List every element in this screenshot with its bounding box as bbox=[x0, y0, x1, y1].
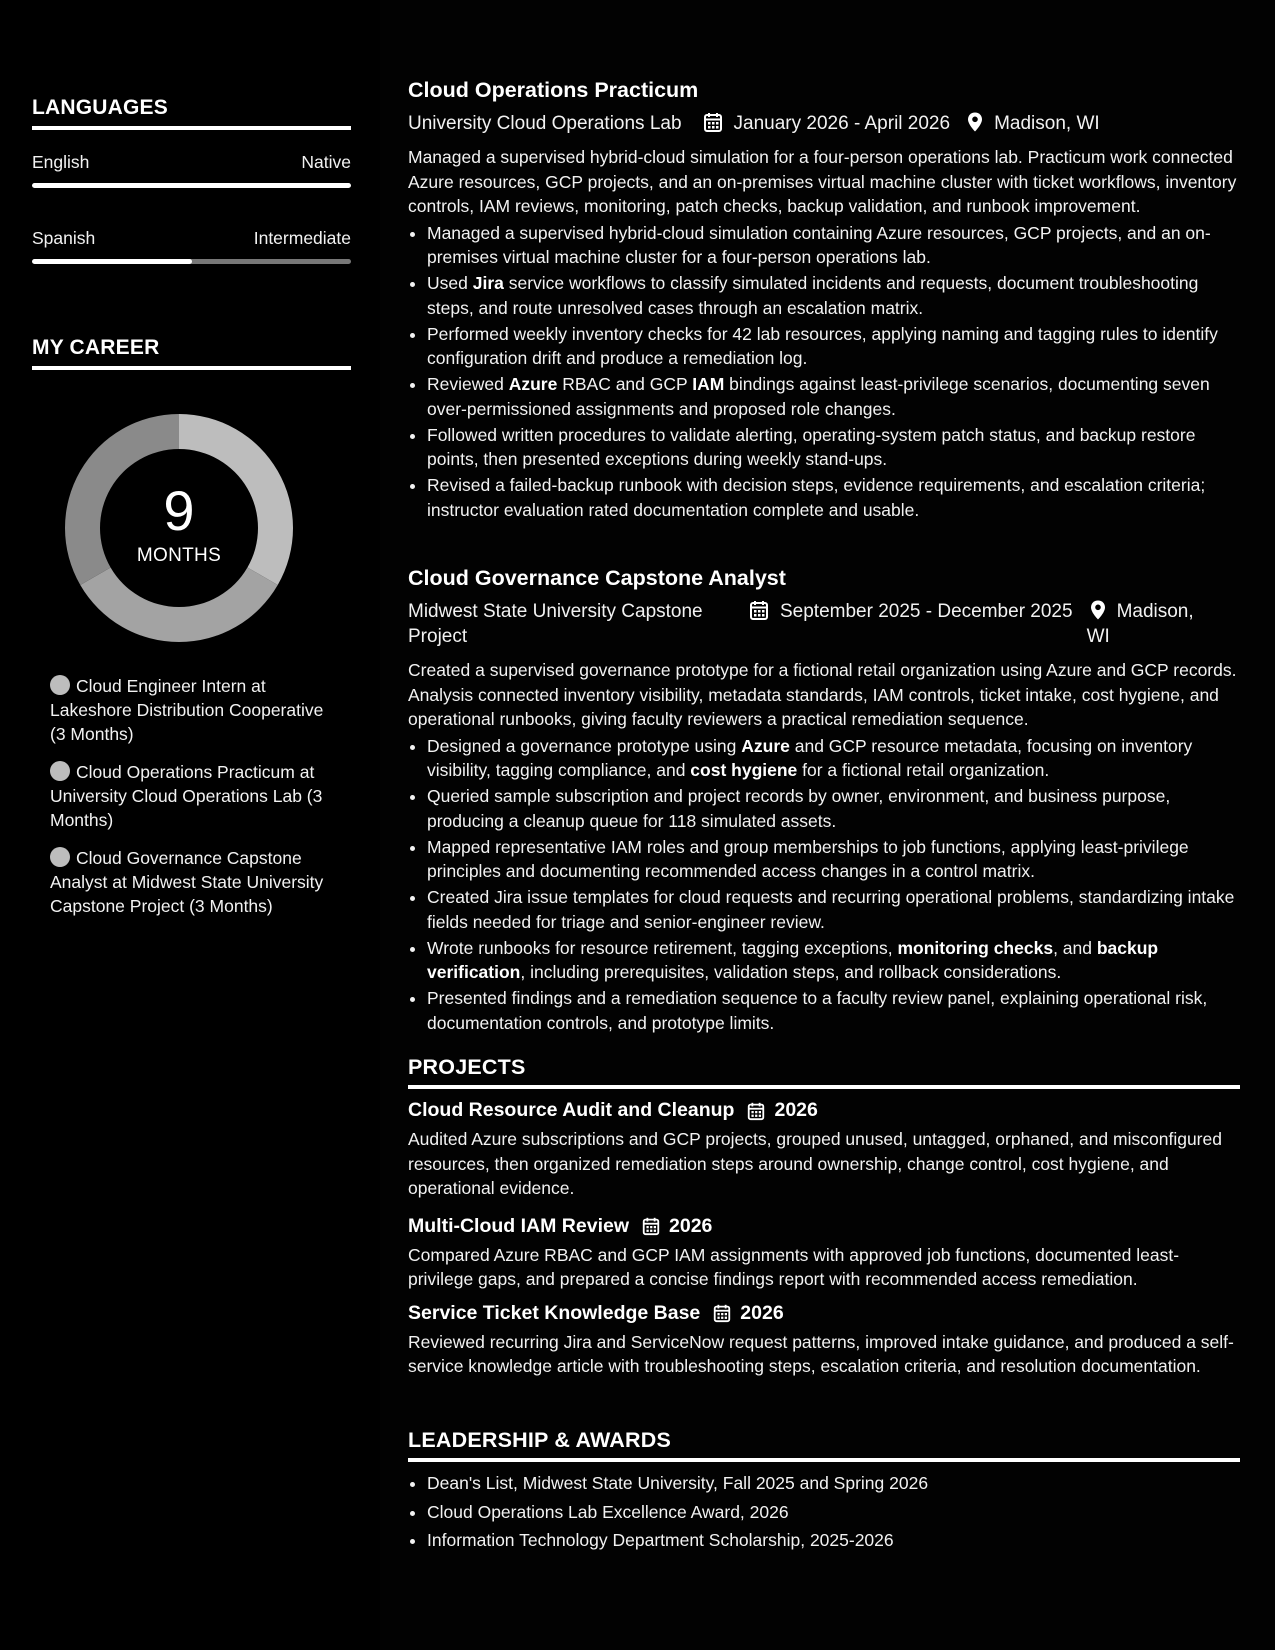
project-year: 2026 bbox=[774, 1099, 818, 1121]
project-title-text: Service Ticket Knowledge Base bbox=[408, 1301, 701, 1324]
job-location bbox=[1087, 599, 1205, 649]
job-bullet: • Queried sample subscription and project records by owner, environment, and business purpose, producing a cleanup queue for 118 simulated assets. bbox=[427, 784, 1240, 833]
project-title-text: Cloud Resource Audit and Cleanup bbox=[408, 1099, 735, 1121]
project-item bbox=[408, 1099, 1240, 1201]
project-description: Reviewed recurring Jira and ServiceNow request patterns, improved intake guidance, and produced a self-service knowledge article with troubleshooting steps, escalation criteria, and resolution documentation. bbox=[408, 1331, 1234, 1376]
career-heading: MY CAREER bbox=[32, 336, 351, 370]
calendar-icon bbox=[748, 599, 770, 621]
leadership-heading: LEADERSHIP & AWARDS bbox=[408, 1428, 1240, 1462]
language-name: English bbox=[32, 152, 90, 172]
job-meta bbox=[408, 599, 1240, 649]
job-location bbox=[964, 111, 1100, 136]
project-title bbox=[408, 1099, 1240, 1122]
project-year: 2026 bbox=[669, 1214, 713, 1237]
projects-section bbox=[408, 1055, 1240, 1379]
project-item bbox=[408, 1302, 1240, 1379]
career-donut bbox=[65, 414, 293, 642]
location-pin-icon bbox=[1087, 599, 1109, 621]
calendar-icon bbox=[746, 1101, 766, 1121]
project-description: Audited Azure subscriptions and GCP projects, grouped unused, untagged, orphaned, and misconfigured resources, then organized remediation steps around ownership, change control, cost hygiene, and operational evidence. bbox=[408, 1129, 1222, 1198]
career-item-text: Cloud Operations Practicum at University Cloud Operations Lab (3 Months) bbox=[50, 762, 323, 830]
award-item: • Dean's List, Midwest State University, Fall 2025 and Spring 2026 bbox=[427, 1470, 1240, 1497]
career-section bbox=[32, 336, 351, 370]
experience-2 bbox=[408, 566, 1240, 1037]
sidebar bbox=[0, 0, 380, 1650]
project-item bbox=[408, 1215, 1240, 1292]
experience-1 bbox=[408, 78, 1240, 524]
job-org: Midwest State University Capstone Project bbox=[408, 601, 703, 647]
language-spanish bbox=[32, 228, 351, 249]
job-bullet: • Wrote runbooks for resource retirement, tagging exceptions, monitoring checks, and backup verification, including prerequisites, validation steps, and rollback considerations. bbox=[427, 936, 1240, 985]
language-level: Native bbox=[301, 152, 351, 172]
language-proficiency-fill bbox=[32, 259, 192, 264]
career-total-unit: MONTHS bbox=[136, 545, 222, 566]
job-dates-text: September 2025 - December 2025 bbox=[780, 601, 1073, 622]
job-bullet: • Reviewed Azure RBAC and GCP IAM bindings against least-privilege scenarios, documenting seven over-permissioned assignments and proposed role changes. bbox=[427, 372, 1240, 421]
project-title bbox=[408, 1302, 1240, 1325]
career-list bbox=[50, 674, 330, 932]
job-bullet: • Followed written procedures to validate alerting, operating-system patch status, and backup restore points, then presented exceptions during weekly stand-ups. bbox=[427, 423, 1240, 472]
job-title: Cloud Operations Practicum bbox=[408, 78, 699, 102]
career-total-value: 9 bbox=[163, 479, 195, 542]
career-dot-icon bbox=[50, 761, 70, 781]
job-org: University Cloud Operations Lab bbox=[408, 113, 682, 134]
award-item: • Information Technology Department Scholarship, 2025-2026 bbox=[427, 1527, 1240, 1554]
career-item bbox=[50, 846, 330, 918]
leadership-section bbox=[408, 1428, 1240, 1556]
job-location-text: Madison, WI bbox=[994, 113, 1100, 134]
job-bullet: • Managed a supervised hybrid-cloud simulation containing Azure resources, GCP projects, and an on-premises virtual machine cluster for a four-person operations lab. bbox=[427, 221, 1240, 270]
job-bullet: • Revised a failed-backup runbook with decision steps, evidence requirements, and escalation criteria; instructor evaluation rated documentation complete and usable. bbox=[427, 473, 1240, 522]
job-bullet: • Designed a governance prototype using Azure and GCP resource metadata, focusing on inventory visibility, tagging compliance, and cost hygiene for a fictional retail organization. bbox=[427, 734, 1240, 783]
project-title-text: Multi-Cloud IAM Review bbox=[408, 1214, 629, 1237]
languages-heading: LANGUAGES bbox=[32, 96, 351, 130]
career-item bbox=[50, 674, 330, 746]
job-dates-text: January 2026 - April 2026 bbox=[733, 113, 951, 134]
language-proficiency-fill bbox=[32, 183, 351, 188]
calendar-icon bbox=[702, 111, 724, 133]
career-donut-center bbox=[65, 414, 293, 642]
job-bullet: • Used Jira service workflows to classify simulated incidents and requests, document troubleshooting steps, and route unresolved cases through an escalation matrix. bbox=[427, 271, 1240, 320]
language-english bbox=[32, 152, 351, 173]
job-description: Managed a supervised hybrid-cloud simulation for a four-person operations lab. Practicum work connected Azure resources, GCP projects, and an on-premises virtual machine cluster with ticket workflows, inventory controls, IAM reviews, monitoring, patch checks, backup validation, and runbook improvement. bbox=[408, 147, 1237, 216]
job-bullet: • Performed weekly inventory checks for 42 lab resources, applying naming and tagging rules to identify configuration drift and produce a remediation log. bbox=[427, 322, 1240, 371]
project-description: Compared Azure RBAC and GCP IAM assignments with approved job functions, documented least-privilege gaps, and prepared a concise findings report with recommended access remediation. bbox=[408, 1244, 1180, 1289]
job-dates bbox=[702, 111, 951, 136]
project-title bbox=[408, 1215, 1240, 1238]
calendar-icon bbox=[712, 1303, 732, 1323]
job-bullets bbox=[408, 734, 1240, 1036]
languages-section bbox=[32, 96, 351, 264]
job-dates bbox=[748, 599, 1073, 624]
project-year: 2026 bbox=[740, 1301, 784, 1324]
language-proficiency-bar bbox=[32, 259, 351, 264]
job-description: Created a supervised governance prototype for a fictional retail organization using Azure and GCP records. Analysis connected inventory visibility, metadata standards, IAM controls, ticket intake, cost hygiene, and operational runbooks, giving faculty reviewers a practical remediation sequence. bbox=[408, 660, 1237, 729]
location-pin-icon bbox=[964, 111, 986, 133]
job-bullets bbox=[408, 221, 1240, 523]
leadership-list bbox=[408, 1470, 1240, 1554]
language-level: Intermediate bbox=[253, 228, 351, 248]
job-bullet: • Presented findings and a remediation sequence to a faculty review panel, explaining operational risk, documentation controls, and prototype limits. bbox=[427, 986, 1240, 1035]
calendar-icon bbox=[641, 1216, 661, 1236]
career-item-text: Cloud Engineer Intern at Lakeshore Distribution Cooperative (3 Months) bbox=[50, 676, 324, 744]
language-proficiency-bar bbox=[32, 183, 351, 188]
job-bullet: • Created Jira issue templates for cloud requests and recurring operational problems, standardizing intake fields needed for triage and senior-engineer review. bbox=[427, 885, 1240, 934]
job-bullet: • Mapped representative IAM roles and group memberships to job functions, applying least-privilege principles and documenting recommended access changes in a control matrix. bbox=[427, 835, 1240, 884]
job-location-text: Madison, WI bbox=[1086, 601, 1194, 647]
career-dot-icon bbox=[50, 847, 70, 867]
projects-heading: PROJECTS bbox=[408, 1055, 1240, 1089]
career-item-text: Cloud Governance Capstone Analyst at Midwest State University Capstone Project (3 Months) bbox=[50, 848, 324, 916]
career-item bbox=[50, 760, 330, 832]
job-meta bbox=[408, 111, 1240, 136]
job-title: Cloud Governance Capstone Analyst bbox=[408, 566, 786, 590]
language-name: Spanish bbox=[32, 228, 96, 248]
career-dot-icon bbox=[50, 675, 70, 695]
award-item: • Cloud Operations Lab Excellence Award, 2026 bbox=[427, 1499, 1240, 1526]
